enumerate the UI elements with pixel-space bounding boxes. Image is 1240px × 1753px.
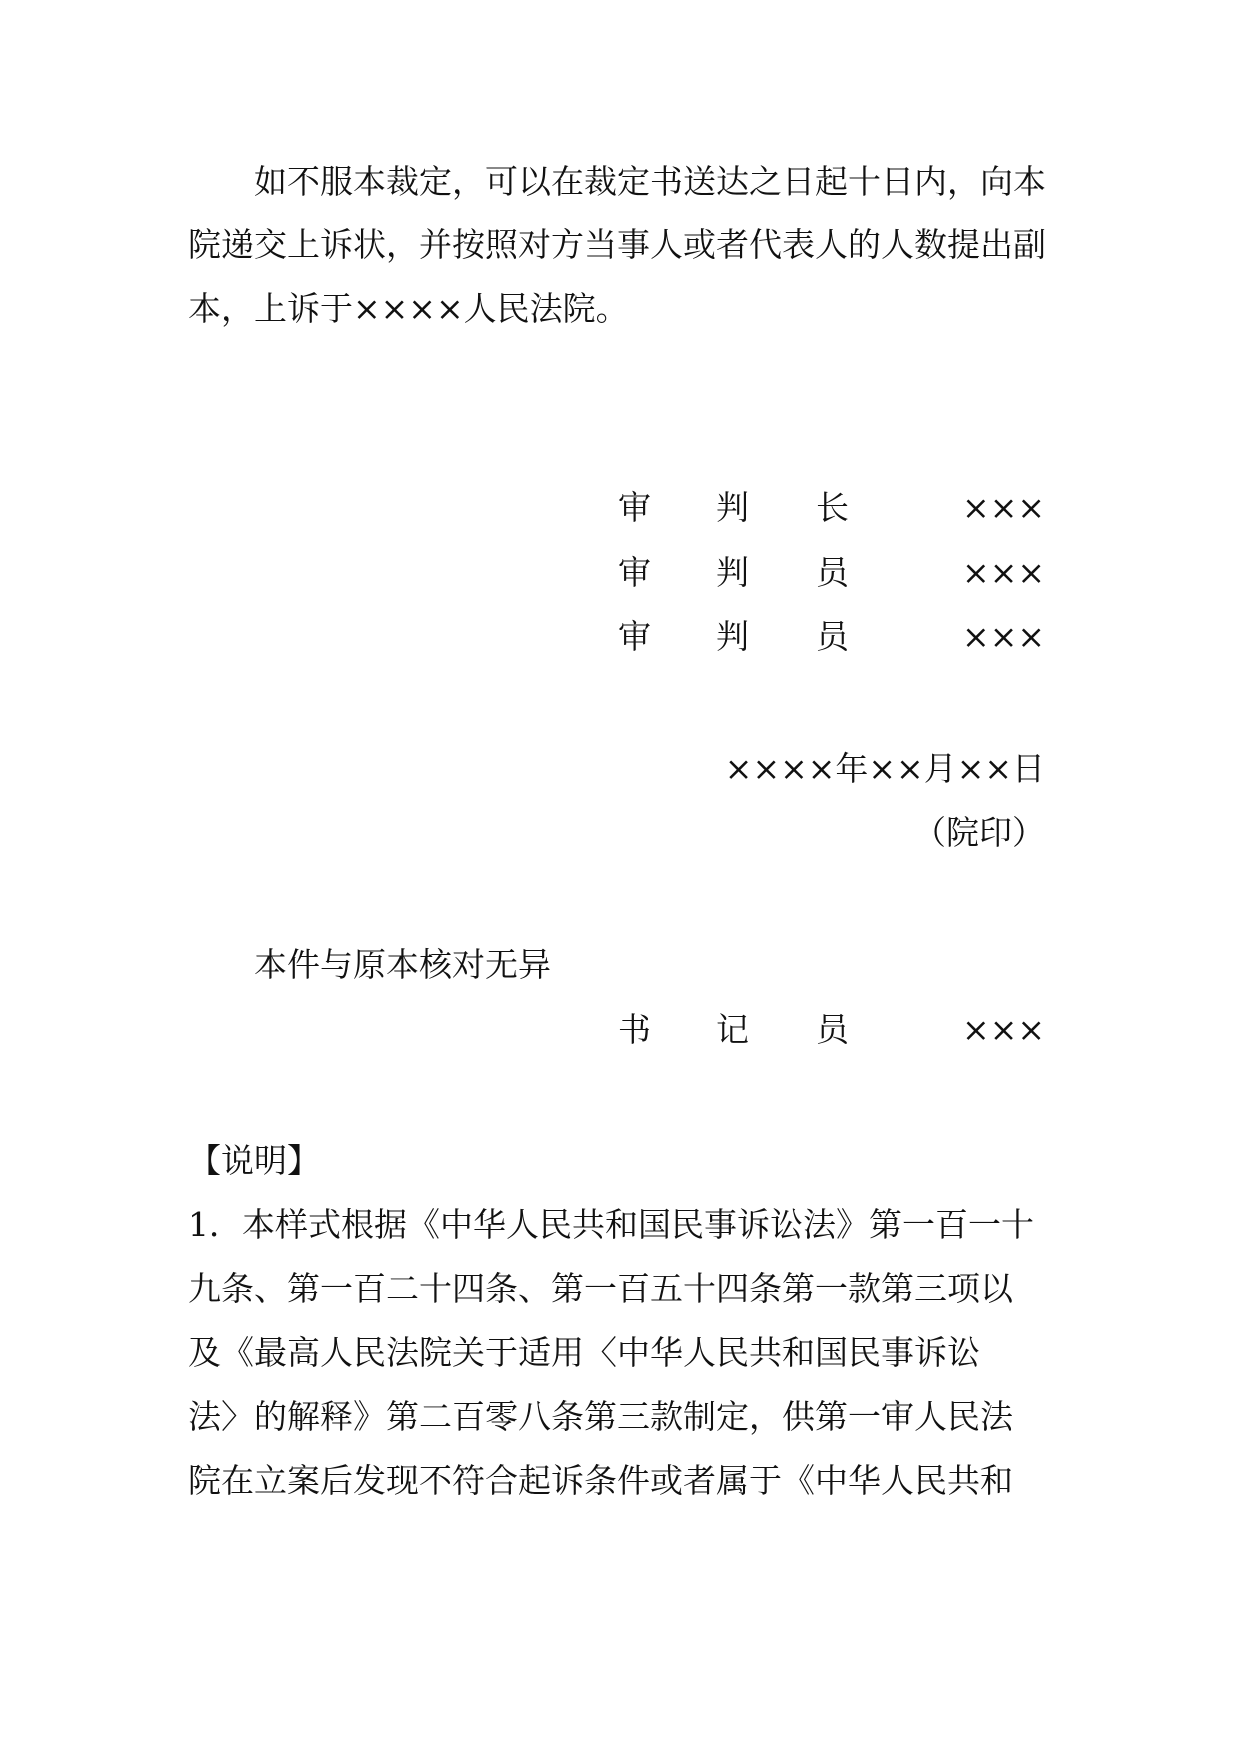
signature-title-char: 审 [618, 488, 651, 527]
appeal-line-3: 本，上诉于××××人民法院。 [188, 289, 629, 328]
signature-name: ××× [962, 617, 1045, 656]
signature-title-char: 判 [716, 617, 749, 656]
notes-line-2: 九条、第一百二十四条、第一百五十四条第一款第三项以 [188, 1269, 1013, 1308]
appeal-line-1: 如不服本裁定，可以在裁定书送达之日起十日内，向本 [254, 162, 1046, 201]
clerk-title-char: 员 [816, 1010, 849, 1049]
appeal-line-2: 院递交上诉状，并按照对方当事人或者代表人的人数提出副 [188, 225, 1046, 264]
document-date: ××××年××月××日 [724, 749, 1045, 788]
signature-name: ××× [962, 488, 1045, 527]
signature-title-char: 员 [816, 617, 849, 656]
clerk-name: ××× [962, 1010, 1045, 1049]
signature-title-char: 判 [716, 553, 749, 592]
signature-title-char: 长 [816, 488, 849, 527]
signature-title-char: 审 [618, 617, 651, 656]
notes-line-5: 院在立案后发现不符合起诉条件或者属于《中华人民共和 [188, 1461, 1013, 1500]
notes-line-1: 1．本样式根据《中华人民共和国民事诉讼法》第一百一十 [188, 1205, 1034, 1244]
verification-statement: 本件与原本核对无异 [254, 945, 551, 984]
clerk-title-char: 记 [716, 1010, 749, 1049]
signature-name: ××× [962, 553, 1045, 592]
clerk-title-char: 书 [618, 1010, 651, 1049]
signature-title-char: 审 [618, 553, 651, 592]
court-seal: （院印） [913, 813, 1045, 852]
notes-heading: 【说明】 [188, 1141, 320, 1180]
notes-line-3: 及《最高人民法院关于适用〈中华人民共和国民事诉讼 [188, 1333, 980, 1372]
notes-line-4: 法〉的解释》第二百零八条第三款制定，供第一审人民法 [188, 1397, 1013, 1436]
signature-title-char: 判 [716, 488, 749, 527]
signature-title-char: 员 [816, 553, 849, 592]
